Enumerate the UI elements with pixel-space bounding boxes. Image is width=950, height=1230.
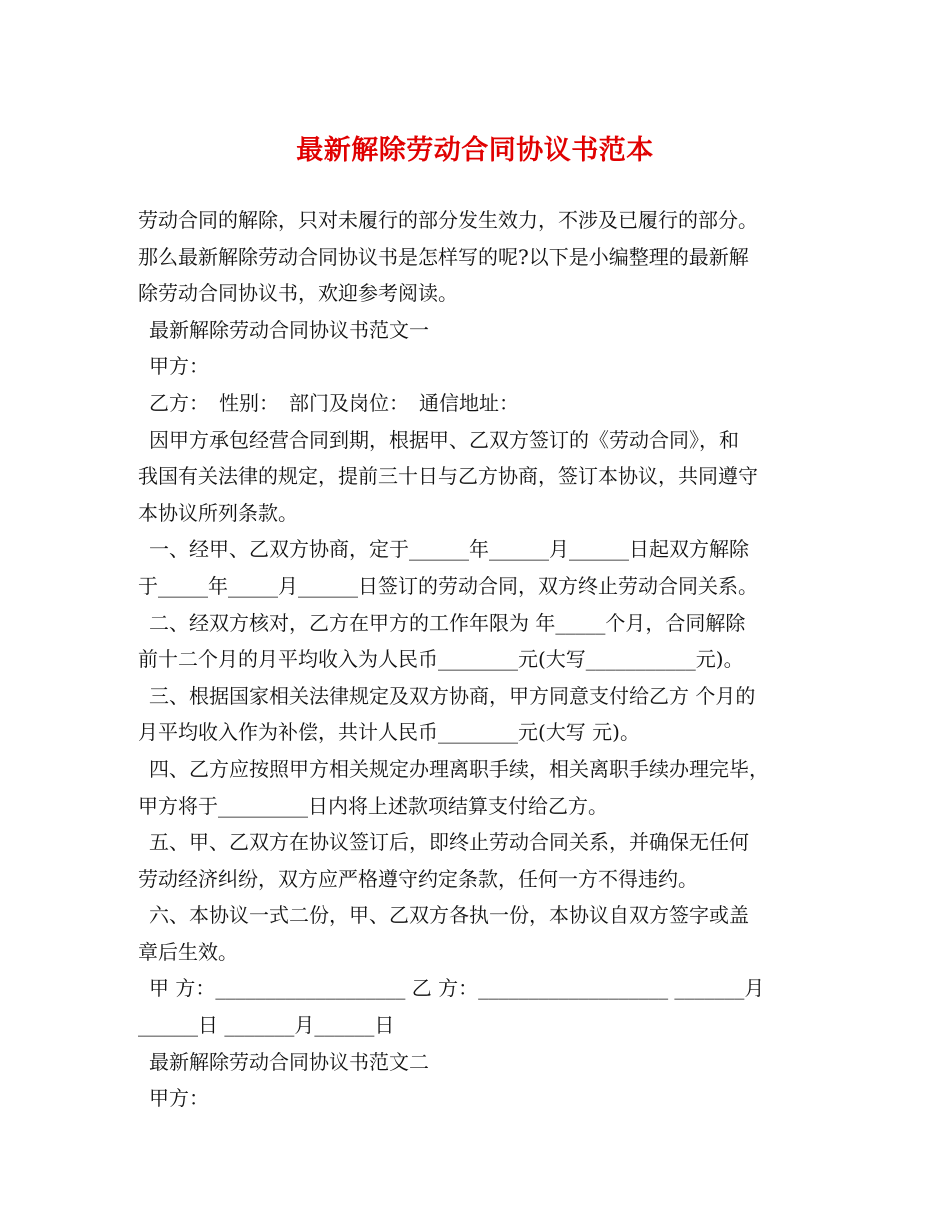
document-line: 除劳动合同协议书，欢迎参考阅读。 xyxy=(138,281,458,306)
document-line: 因甲方承包经营合同到期，根据甲、乙双方签订的《劳动合同》，和 xyxy=(149,427,739,452)
document-line: 劳动经济纠纷，双方应严格遵守约定条款，任何一方不得违约。 xyxy=(138,866,698,891)
document-line: 月平均收入作为补偿，共计人民币________元(大写 元)。 xyxy=(138,720,640,745)
document-line: 甲方： xyxy=(149,354,209,379)
document-body xyxy=(138,202,818,1117)
document-line: 五、甲、乙双方在协议签订后，即终止劳动合同关系，并确保无任何 xyxy=(149,830,749,855)
document-line: 甲方将于_________日内将上述款项结算支付给乙方。 xyxy=(138,793,608,818)
document-line: 二、经双方核对，乙方在甲方的工作年限为 年_____个月，合同解除 xyxy=(149,610,746,635)
document-line: 最新解除劳动合同协议书范文二 xyxy=(149,1049,429,1074)
document-line: 劳动合同的解除，只对未履行的部分发生效力，不涉及已履行的部分。 xyxy=(138,208,758,232)
document-line: ______日 _______月______日 xyxy=(138,1013,395,1038)
document-line: 一、经甲、乙双方协商，定于______年______月______日起双方解除 xyxy=(149,537,749,562)
document-line: 乙方： 性别： 部门及岗位： 通信地址： xyxy=(149,390,519,415)
document-line: 六、本协议一式二份，甲、乙双方各执一份，本协议自双方签字或盖 xyxy=(149,903,749,928)
document-line: 甲 方：___________________ 乙 方：___________________ _______月 xyxy=(149,976,765,1001)
document-line: 我国有关法律的规定，提前三十日与乙方协商，签订本协议，共同遵守 xyxy=(138,464,758,489)
document-title: 最新解除劳动合同协议书范本 xyxy=(296,135,654,166)
document-line: 那么最新解除劳动合同协议书是怎样写的呢?以下是小编整理的最新解 xyxy=(138,244,749,269)
document-line: 于_____年_____月______日签订的劳动合同，双方终止劳动合同关系。 xyxy=(138,573,758,598)
document-line: 四、乙方应按照甲方相关规定办理离职手续，相关离职手续办理完毕， xyxy=(149,756,769,781)
document-line: 章后生效。 xyxy=(138,939,238,964)
document-line: 三、根据国家相关法律规定及双方协商，甲方同意支付给乙方 个月的 xyxy=(149,683,756,708)
document-line: 最新解除劳动合同协议书范文一 xyxy=(149,317,429,342)
document-line: 前十二个月的月平均收入为人民币________元(大写___________元)。 xyxy=(138,647,744,672)
document-line: 本协议所列条款。 xyxy=(138,500,298,525)
document-line: 甲方： xyxy=(149,1086,209,1111)
